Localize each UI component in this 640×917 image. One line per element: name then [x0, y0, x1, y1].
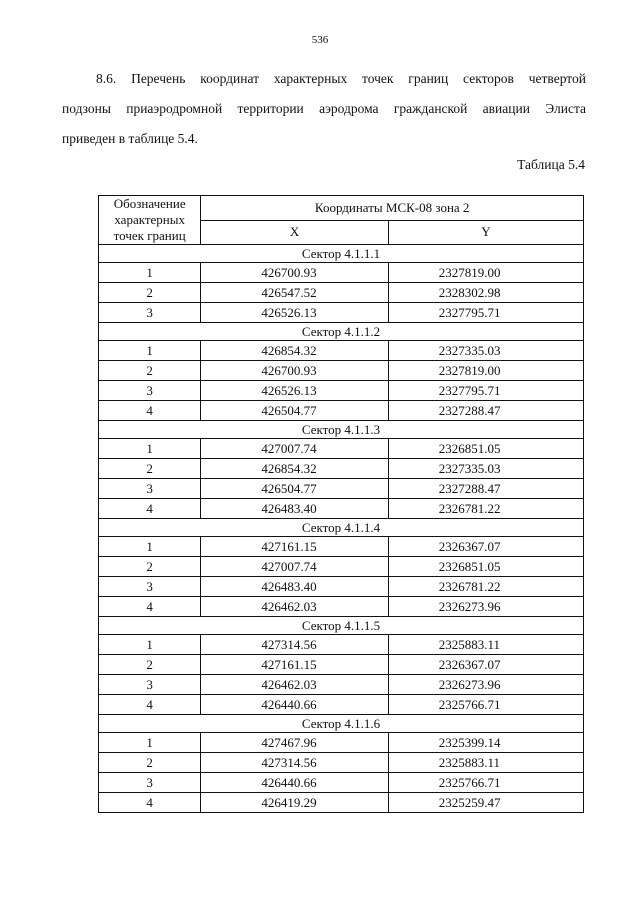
y-coordinate-cell: 2326367.07	[388, 655, 583, 675]
x-coordinate-cell: 426440.66	[201, 695, 388, 715]
table-row	[99, 499, 584, 519]
table-row	[99, 597, 584, 617]
x-coordinate-cell: 426504.77	[201, 401, 388, 421]
point-number-cell: 1	[99, 635, 201, 655]
header-coords: Координаты МСК-08 зона 2	[201, 196, 584, 221]
point-number-cell: 2	[99, 283, 201, 303]
x-coordinate-cell: 426854.32	[201, 459, 388, 479]
y-coordinate-cell: 2325399.14	[388, 733, 583, 753]
point-number-cell: 4	[99, 793, 201, 813]
x-coordinate-cell: 427161.15	[201, 655, 388, 675]
point-number-cell: 2	[99, 557, 201, 577]
header-points: Обозначение характерных точек границ	[99, 196, 201, 245]
x-coordinate-cell: 426483.40	[201, 577, 388, 597]
table-row	[99, 401, 584, 421]
point-number-cell: 2	[99, 655, 201, 675]
x-coordinate-cell: 426440.66	[201, 773, 388, 793]
x-coordinate-cell: 426483.40	[201, 499, 388, 519]
y-coordinate-cell: 2328302.98	[388, 283, 583, 303]
table-row	[99, 635, 584, 655]
table-row	[99, 793, 584, 813]
y-coordinate-cell: 2326851.05	[388, 557, 583, 577]
paragraph-line-2: подзоны приаэродромной территории аэродрома гражданской авиации Элиста	[62, 101, 586, 116]
table-row	[99, 439, 584, 459]
page-number: 536	[311, 34, 329, 46]
y-coordinate-cell: 2325766.71	[388, 773, 583, 793]
sector-title: Сектор 4.1.1.3	[99, 421, 584, 439]
coordinates-table	[98, 195, 584, 813]
point-number-cell: 1	[99, 439, 201, 459]
sector-title: Сектор 4.1.1.1	[99, 245, 584, 263]
table-row	[99, 263, 584, 283]
sector-row	[99, 245, 584, 263]
sector-title: Сектор 4.1.1.6	[99, 715, 584, 733]
y-coordinate-cell: 2325766.71	[388, 695, 583, 715]
point-number-cell: 4	[99, 401, 201, 421]
point-number-cell: 1	[99, 263, 201, 283]
y-coordinate-cell: 2325883.11	[388, 753, 583, 773]
point-number-cell: 4	[99, 597, 201, 617]
table-row	[99, 695, 584, 715]
table-row	[99, 753, 584, 773]
header-x: X	[201, 220, 388, 245]
y-coordinate-cell: 2327819.00	[388, 263, 583, 283]
x-coordinate-cell: 427314.56	[201, 753, 388, 773]
sector-title: Сектор 4.1.1.5	[99, 617, 584, 635]
point-number-cell: 1	[99, 341, 201, 361]
y-coordinate-cell: 2327795.71	[388, 381, 583, 401]
x-coordinate-cell: 427007.74	[201, 439, 388, 459]
x-coordinate-cell: 426700.93	[201, 361, 388, 381]
y-coordinate-cell: 2327288.47	[388, 479, 583, 499]
table-caption: Таблица 5.4	[517, 157, 585, 172]
x-coordinate-cell: 426526.13	[201, 381, 388, 401]
table-row	[99, 675, 584, 695]
table-row	[99, 303, 584, 323]
table-row	[99, 557, 584, 577]
table-row	[99, 655, 584, 675]
sector-row	[99, 519, 584, 537]
x-coordinate-cell: 426700.93	[201, 263, 388, 283]
table-row	[99, 733, 584, 753]
sector-title: Сектор 4.1.1.2	[99, 323, 584, 341]
x-coordinate-cell: 427314.56	[201, 635, 388, 655]
point-number-cell: 1	[99, 537, 201, 557]
y-coordinate-cell: 2327795.71	[388, 303, 583, 323]
y-coordinate-cell: 2325883.11	[388, 635, 583, 655]
y-coordinate-cell: 2327335.03	[388, 341, 583, 361]
point-number-cell: 3	[99, 479, 201, 499]
y-coordinate-cell: 2327335.03	[388, 459, 583, 479]
y-coordinate-cell: 2326781.22	[388, 577, 583, 597]
sector-row	[99, 617, 584, 635]
x-coordinate-cell: 426462.03	[201, 597, 388, 617]
point-number-cell: 1	[99, 733, 201, 753]
table-row	[99, 479, 584, 499]
y-coordinate-cell: 2326273.96	[388, 675, 583, 695]
table-row	[99, 283, 584, 303]
x-coordinate-cell: 427161.15	[201, 537, 388, 557]
x-coordinate-cell: 427007.74	[201, 557, 388, 577]
point-number-cell: 2	[99, 459, 201, 479]
sector-title: Сектор 4.1.1.4	[99, 519, 584, 537]
x-coordinate-cell: 426854.32	[201, 341, 388, 361]
y-coordinate-cell: 2326851.05	[388, 439, 583, 459]
point-number-cell: 3	[99, 577, 201, 597]
point-number-cell: 3	[99, 675, 201, 695]
sector-row	[99, 715, 584, 733]
header-y: Y	[388, 220, 583, 245]
y-coordinate-cell: 2326781.22	[388, 499, 583, 519]
point-number-cell: 4	[99, 695, 201, 715]
table-row	[99, 537, 584, 557]
y-coordinate-cell: 2326273.96	[388, 597, 583, 617]
x-coordinate-cell: 426504.77	[201, 479, 388, 499]
table-row	[99, 773, 584, 793]
y-coordinate-cell: 2326367.07	[388, 537, 583, 557]
point-number-cell: 2	[99, 753, 201, 773]
point-number-cell: 3	[99, 381, 201, 401]
x-coordinate-cell: 426526.13	[201, 303, 388, 323]
table-row	[99, 577, 584, 597]
x-coordinate-cell: 426419.29	[201, 793, 388, 813]
x-coordinate-cell: 427467.96	[201, 733, 388, 753]
table-row	[99, 381, 584, 401]
paragraph-line-1: 8.6. Перечень координат характерных точек границ секторов четвертой	[96, 71, 586, 86]
y-coordinate-cell: 2325259.47	[388, 793, 583, 813]
y-coordinate-cell: 2327819.00	[388, 361, 583, 381]
point-number-cell: 2	[99, 361, 201, 381]
y-coordinate-cell: 2327288.47	[388, 401, 583, 421]
table-row	[99, 341, 584, 361]
x-coordinate-cell: 426462.03	[201, 675, 388, 695]
sector-row	[99, 323, 584, 341]
point-number-cell: 3	[99, 303, 201, 323]
sector-row	[99, 421, 584, 439]
x-coordinate-cell: 426547.52	[201, 283, 388, 303]
point-number-cell: 4	[99, 499, 201, 519]
table-row	[99, 361, 584, 381]
paragraph-line-3: приведен в таблице 5.4.	[62, 131, 198, 146]
table-body	[99, 245, 584, 813]
point-number-cell: 3	[99, 773, 201, 793]
table-row	[99, 459, 584, 479]
